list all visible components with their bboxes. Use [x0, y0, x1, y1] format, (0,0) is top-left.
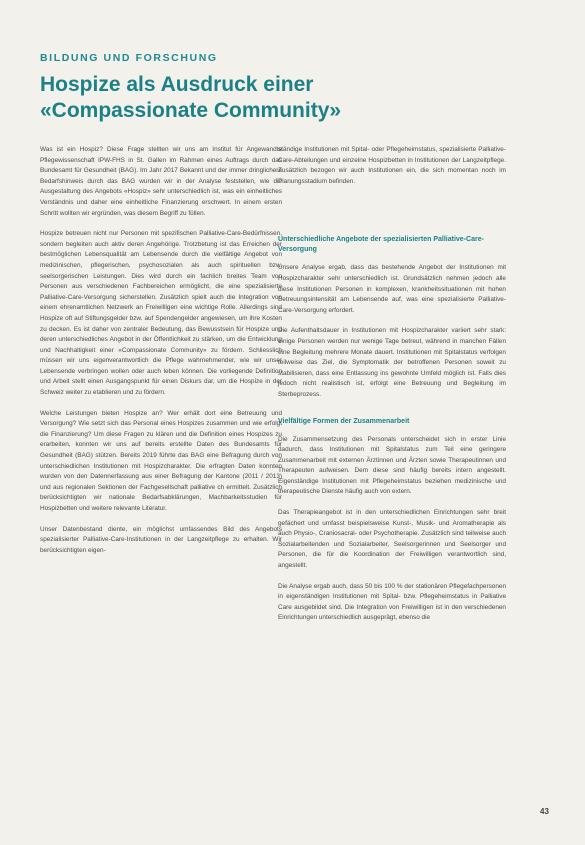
body-paragraph: Hospize betreuen nicht nur Personen mit spezifischen Palliative-Care-Bedürfnissen, sondern begleiten auch aktiv deren Angehörige. Trotzbetung ist das Erreichen der bestmöglichen Lebensqualität am Lebensende durch die vielfältige Angebot von medizinischen, pflegerischen, psychosozialen als auch spirituellen bzw. seelsorgerischen Leistungen. Dies wird durch ein fachlich breites Team von Personen aus verschiedenen Fachbereichen ermöglicht, die eine spezialisierte Palliative-Care-Versorgung sicherstellen. Zusätzlich spielt auch die Integration von einem ehrenamtlichen Netzwerk an Freiwilligen eine wichtige Rolle. Allerdings sind Hospize oft auf Stiftungsgelder bzw. auf Spendengelder angewiesen, um ihre Kosten zu decken. Es ist daher von zentraler Bedeutung, das Bewusstsein für Hospize und deren unterschiedliches Angebot in der Öffentlichkeit zu stärken, um die Entwicklung und Nachhaltigkeit einer «Compassionate Community» zu fördern. Schliesslich müssen wir uns eigenverantwortlich die Pflege wahrnehmender, wie wir unser Lebensende verbringen wollen oder auch leben können. Die vorliegende Definition und Arbeit stellt einen Ausgangspunkt für einen Diskurs dar, um die Hospize in der Schweiz weiter zu etablieren und zu fördern.	[40, 230, 282, 397]
section-label: BILDUNG UND FORSCHUNG	[40, 52, 218, 64]
body-paragraph: Unser Datenbestand diente, ein möglichst umfassendes Bild des Angebots spezialisierter Palliative-Care-Institutionen in der Langzeitpflege zu erhalten. Wir berücksichtigten eigen-	[40, 525, 282, 554]
left-column	[40, 145, 282, 566]
subheading: Unterschiedliche Angebote der spezialisierten Palliative-Care-Versorgung	[278, 236, 484, 254]
body-paragraph: Die Aufenthaltsdauer in Institutionen mit Hospizcharakter variiert sehr stark: einige Personen werden nur wenige Tage betreut, während in manchen Fällen eine Begleitung mehrere Monate dauert. Institutionen mit Spitalstatus verfolgen teilweise das Ziel, die Symptomatik der betroffenen Personen soweit zu stabilisieren, dass eine Entlassung ins gewohnte Umfeld möglich ist. Falls dies jedoch nicht realistisch ist, erfolgt eine Betreuung und Begleitung im Sterbeprozess.	[278, 327, 506, 398]
body-paragraph: ständige Institutionen mit Spital- oder Pflegeheimstatus, spezialisierte Palliative-Care-Abteilungen und einzelne Hospizbetten in Institutionen der Langzeitpflege. Zusätzlich bezogen wir auch Institutionen ein, die sich momentan noch im Planungsstadium befinden.	[278, 146, 506, 185]
body-paragraph: Was ist ein Hospiz? Diese Frage stellten wir uns am Institut für Angewandte Pflegewissenschaft IPW-FHS in St. Gallen im Rahmen eines Auftrags durch das Bundesamt für Gesundheit (BAG). Im Jahr 2017 Bekannt und der immer dringlichere Bedarfshinweis durch das BAG wurden wir in der Analyse feststellen, wie die Ausgestaltung des Angebots «Hospiz» sehr unterschiedlich ist, was ein einheitliches Verständnis und daher eine einheitliche Finanzierung erschwert. In einem ersten Schritt wollten wir ergründen, was diesem Begriff zu füllen.	[40, 146, 282, 217]
article-title: Hospize als Ausdruck einer «Compassionate Community»	[40, 73, 342, 122]
page-number: 43	[540, 807, 549, 816]
right-column	[278, 145, 506, 634]
subheading: Vielfältige Formen der Zusammenarbeit	[278, 417, 410, 425]
body-paragraph: Unsere Analyse ergab, dass das bestehende Angebot der Institutionen mit Hospizcharakter sehr unterschiedlich ist. Grundsätzlich nehmen jedoch alle diese Institutionen Personen in komplexen, krankheitssituationen mit hohen Betreuungsintensität am Lebensende auf, was eine spezialisierte Palliative-Care-Versorgung erfordert.	[278, 264, 506, 314]
body-paragraph: Welche Leistungen bieten Hospize an? Wer erhält dort eine Betreuung und Versorgung? Wie setzt sich das Personal eines Hospizes zusammen und wie erfolgt die Finanzierung? Um diese Fragen zu klären und die Definition eines Hospizes zu erarbeiten, konnten wir uns auf bereits erstellte Daten des Bundesamts für Gesundheit (BAG) stützen. Bereits 2019 führte das BAG eine Befragung durch von unterschiedlichen Institutionen mit Hospizcharakter. Die erfragten Daten konnten wurden von den Datennerfassung aus einer Befragung der Kantone (2011 / 2013) und aus regionalen Sektionen der Fachgesellschaft palliative ch ermittelt. Zusätzlich berücksichtigten wir nationale Bedarfsabklärungen, Machbarkeitsstudien für Hospizbetten und weitere relevante Literatur.	[40, 409, 282, 512]
body-paragraph: Das Therapieangebot ist in den unterschiedlichen Einrichtungen sehr breit gefächert und umfasst beispielsweise Kunst-, Musik- und Aromatherapie als auch Physio-, Craniosacral- oder Psychotherapie. Zusätzlich sind teilweise auch Sozialarbeitenden und Sozialarbeiter, Seelsorgerinnen und Seelsorger und Personen, die für die Koordination der Freiwilligen verantwortlich sind, angestellt.	[278, 509, 506, 570]
body-paragraph: Die Analyse ergab auch, dass 50 bis 100 % der stationären Pflegefachpersonen in eigenständigen Institutionen mit Spital- bzw. Pflegeheimstatus in Palliative Care ausgebildet sind. Die Integration von Freiwilligen ist in den verschiedenen Einrichtungen unterschiedlich ausgeprägt, ebenso die	[278, 582, 506, 622]
body-paragraph: Die Zusammensetzung des Personals unterscheidet sich in erster Linie dadurch, dass Institutionen mit Spitalstatus zum Teil eine geringere Zusammenarbeit mit externen Ärztinnen und Ärzten sowie Therapeutinnen und Therapeuten aufweisen. Dem diese sind häufig bereits intern angestellt. Eigenständige Institutionen mit Pflegeheimstatus beziehen medizinische und therapeutische Dienste häufig auch von extern.	[278, 435, 506, 496]
